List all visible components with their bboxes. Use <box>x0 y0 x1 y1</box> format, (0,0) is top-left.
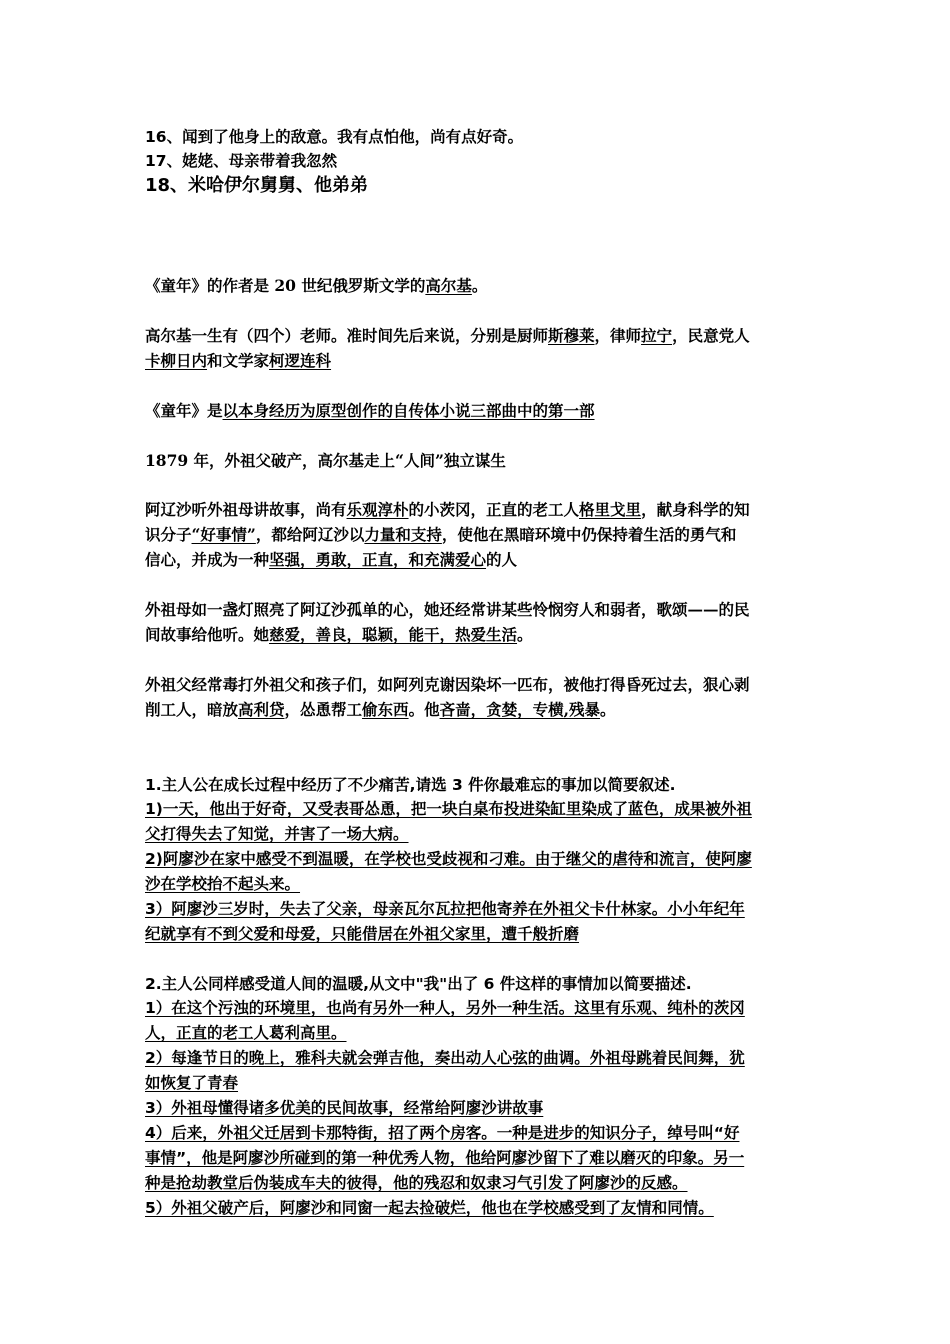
paragraph-author <box>145 275 487 297</box>
underlined-text: 高尔基 <box>425 276 472 295</box>
answer-1-3: 纪就享有不到父爱和母爱，只能借居在外祖父家里，遭千般折磨 <box>145 925 580 943</box>
text: ，民意党人 <box>672 326 750 345</box>
text: 。 <box>517 625 533 644</box>
underlined-text: 斯穆莱 <box>548 326 595 345</box>
text: ，怂恿帮工 <box>284 700 363 719</box>
paragraph-teachers-line2 <box>145 350 331 372</box>
paragraph-grandfather-line2 <box>145 699 616 721</box>
underlined-text: 拉宁 <box>641 326 673 345</box>
paragraph-grandmother-line1: 外祖母如一盏灯照亮了阿辽沙孤单的心，她还经常讲某些怜悯穷人和弱者，歌颂——的民 <box>145 600 750 619</box>
paragraph-teachers-line1 <box>145 325 750 347</box>
text: ，律师 <box>594 326 642 345</box>
question-1: 1.主人公在成长过程中经历了不少痛苦,请选 3 件你最难忘的事加以简要叙述. <box>145 776 676 794</box>
answer-2-2: 2）每逢节日的晚上，雅科夫就会弹吉他，奏出动人心弦的曲调。外祖母跳着民间舞，犹 <box>145 1049 745 1067</box>
text: 间故事给他听。她 <box>145 625 270 644</box>
text: 的小茨冈，正直的老工人 <box>408 500 580 519</box>
underlined-text: 吝啬，贪婪，专横,残暴 <box>439 700 600 719</box>
underlined-text: 力量和支持 <box>364 525 442 544</box>
answer-1-3: 3）阿廖沙三岁时，失去了父亲，母亲瓦尔瓦拉把他寄养在外祖父卡什林家。小小年纪年 <box>145 900 745 918</box>
text: ，都给阿辽沙以 <box>255 525 365 544</box>
text: 信心，并成为一种 <box>145 550 270 569</box>
underlined-text: 柯逻连科 <box>269 351 332 370</box>
text: 《童年》的作者是 20 世纪俄罗斯文学的 <box>145 276 426 295</box>
answer-2-3: 3）外祖母懂得诸多优美的民间故事，经常给阿廖沙讲故事 <box>145 1099 544 1117</box>
answer-2-1: 人，正直的老工人葛利高里。 <box>145 1024 347 1042</box>
list-item-18: 18、米哈伊尔舅舅、他弟弟 <box>145 175 369 196</box>
paragraph-grandmother-line2 <box>145 624 533 646</box>
underlined-text: 高利贷 <box>238 700 285 719</box>
text: 的人 <box>486 550 518 569</box>
paragraph-characters-line3 <box>145 549 517 571</box>
answer-1-1: 父打得失去了知觉，并害了一场大病。 <box>145 825 409 843</box>
text: 和文学家 <box>207 351 270 370</box>
text: ，献身科学的知 <box>641 500 750 519</box>
text: 高尔基一生有（四个）老师。准时间先后来说，分别是厨师 <box>145 326 549 345</box>
answer-2-4: 4）后来，外祖父迁居到卡那特街，招了两个房客。一种是进步的知识分子，绰号叫“好 <box>145 1124 740 1142</box>
list-item-17: 17、姥姥、母亲带着我忽然 <box>145 152 338 170</box>
answer-1-2: 2)阿廖沙在家中感受不到温暖，在学校也受歧视和刁难。由于继父的虐待和流言，使阿廖 <box>145 850 752 868</box>
answer-1-1: 1)一天，他出于好奇，又受表哥怂恿，把一块白桌布投进染缸里染成了蓝色，成果被外祖 <box>145 800 752 818</box>
text: 识分子 <box>145 525 192 544</box>
text: 削工人，暗放 <box>145 700 239 719</box>
paragraph-trilogy <box>145 400 595 422</box>
text: 。 <box>471 276 488 295</box>
underlined-text: 慈爱，善良，聪颖，能干，热爱生活 <box>269 625 518 644</box>
underlined-text: 偷东西 <box>362 700 409 719</box>
text: ，使他在黑暗环境中仍保持着生活的勇气和 <box>441 525 737 544</box>
answer-1-2: 沙在学校抬不起头来。 <box>145 875 301 893</box>
answer-2-5: 5）外祖父破产后，阿廖沙和同窗一起去捡破烂，他也在学校感受到了友情和同情。 <box>145 1199 714 1217</box>
question-2: 2.主人公同样感受道人间的温暖,从文中"我"出了 6 件这样的事情加以简要描述. <box>145 975 692 993</box>
answer-2-1: 1）在这个污浊的环境里，也尚有另外一种人，另外一种生活。这里有乐观、纯朴的茨冈 <box>145 999 745 1017</box>
answer-2-4: 种是抢劫教堂后伪装成车夫的彼得，他的残忍和奴隶习气引发了阿廖沙的反感。 <box>145 1174 688 1192</box>
underlined-text: 格里戈里 <box>579 500 642 519</box>
text: 《童年》是 <box>145 401 223 420</box>
answer-2-2: 如恢复了青春 <box>145 1074 239 1092</box>
text: 。他 <box>408 700 440 719</box>
underlined-text: 以本身经历为原型创作的自传体小说三部曲中的第一部 <box>222 401 595 420</box>
list-item-16: 16、闻到了他身上的敌意。我有点怕他，尚有点好奇。 <box>145 128 524 146</box>
underlined-text: 卡柳日内 <box>145 351 208 370</box>
paragraph-characters-line1 <box>145 499 750 521</box>
underlined-text: 乐观淳朴 <box>346 500 409 519</box>
paragraph-characters-line2 <box>145 524 736 546</box>
underlined-text: 坚强，勇敢，正直，和充满爱心 <box>269 550 487 569</box>
text: 。 <box>599 700 616 719</box>
text: 阿辽沙听外祖母讲故事，尚有 <box>145 500 347 519</box>
answer-2-4: 事情”，他是阿廖沙所碰到的第一种优秀人物，他给阿廖沙留下了难以磨灭的印象。另一 <box>145 1149 745 1167</box>
paragraph-grandfather-line1: 外祖父经常毒打外祖父和孩子们，如阿列克谢因染坏一匹布，被他打得昏死过去，狠心剥 <box>145 675 750 694</box>
paragraph-1879: 1879 年，外祖父破产，高尔基走上“人间”独立谋生 <box>145 451 506 470</box>
underlined-text: “好事情” <box>191 525 256 544</box>
